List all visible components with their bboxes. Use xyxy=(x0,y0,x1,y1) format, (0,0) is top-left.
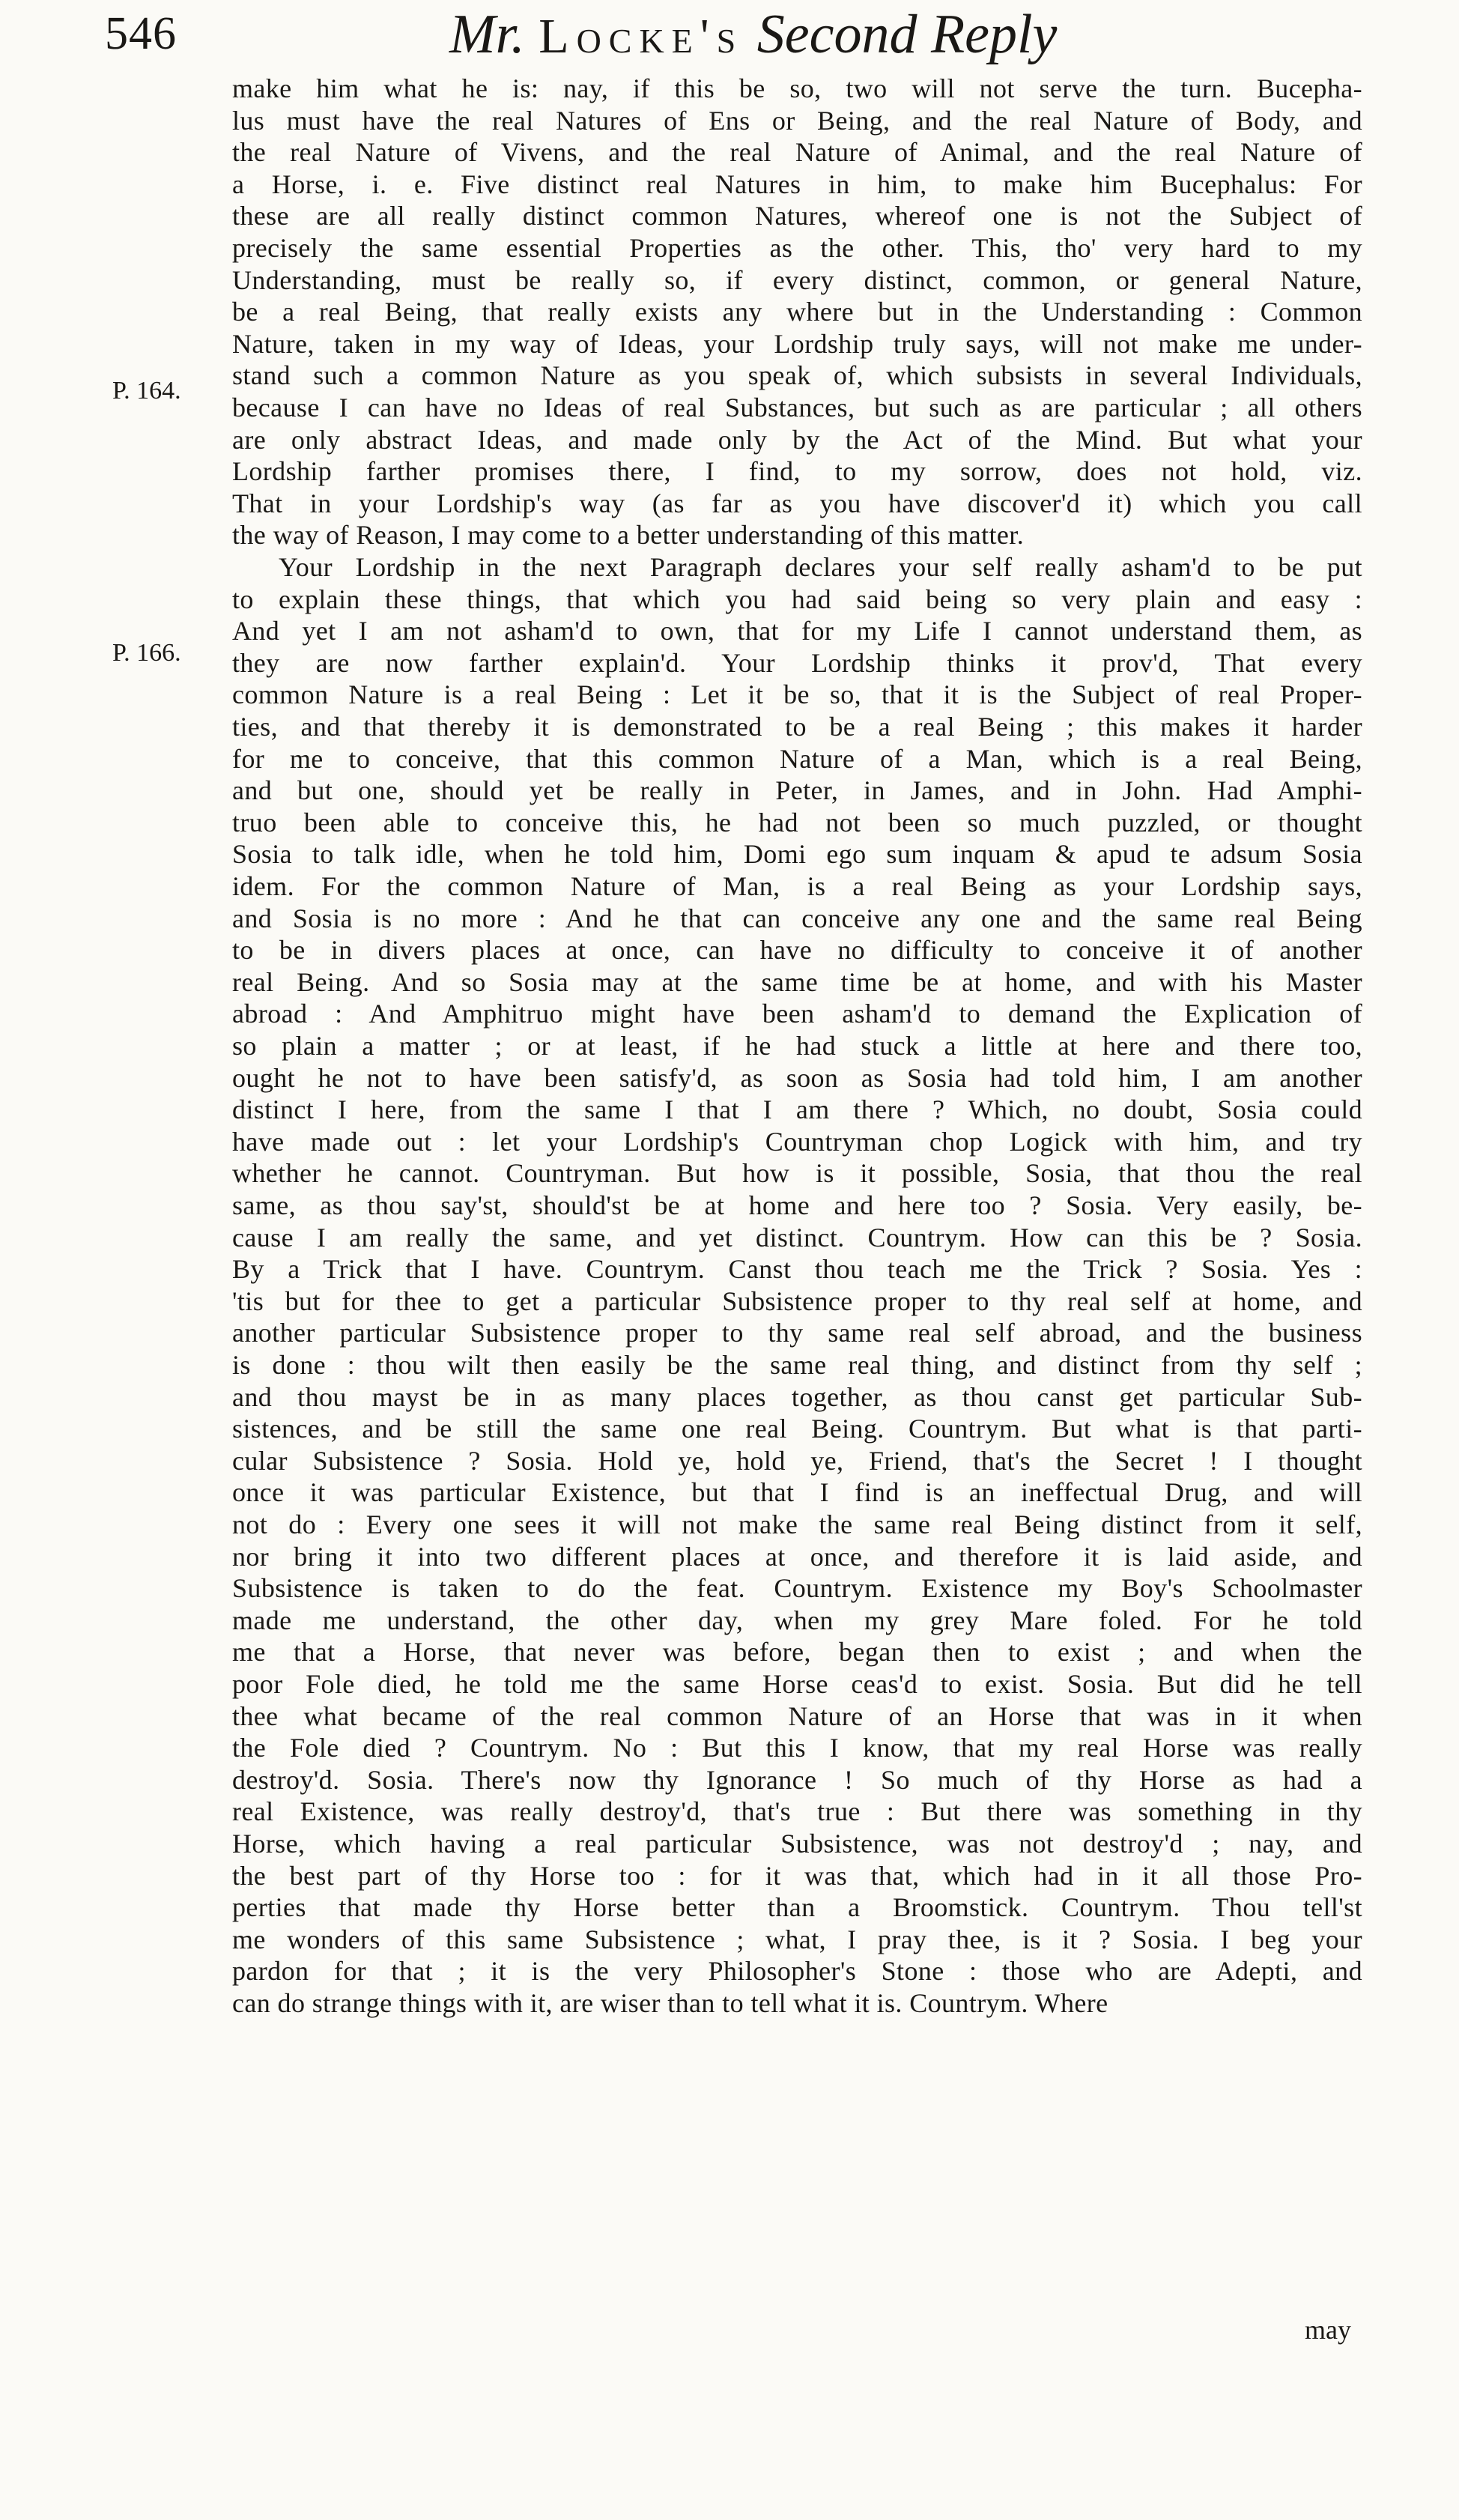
text-line: to be in divers places at once, can have no difficulty to conceive it of another xyxy=(232,935,1362,966)
running-head-name: Locke's xyxy=(539,9,744,64)
text-line: That in your Lordship's way (as far as you have discover'd it) which you call xyxy=(232,488,1362,518)
text-line: Nature, taken in my way of Ideas, your Lordship truly says, will not make me under- xyxy=(232,328,1362,359)
margin-ref-p166: P. 166. xyxy=(112,639,181,667)
text-line: the Fole died ? Countrym. No : But this I know, that my real Horse was really xyxy=(232,1733,1362,1763)
text-line: thee what became of the real common Nature of an Horse that was in it when xyxy=(232,1700,1362,1731)
text-line: abroad : And Amphitruo might have been asham'd to demand the Explication of xyxy=(232,999,1362,1029)
text-line: to explain these things, that which you had said being so very plain and easy : xyxy=(232,584,1362,614)
text-line: a Horse, i. e. Five distinct real Natures in him, to make him Bucephalus: For xyxy=(232,169,1362,199)
text-line: Horse, which having a real particular Subsistence, was not destroy'd ; nay, and xyxy=(232,1829,1362,1859)
text-line: and Sosia is no more : And he that can conceive any one and the same real Being xyxy=(232,903,1362,933)
text-line: whether he cannot. Countryman. But how is it possible, Sosia, that thou the real xyxy=(232,1158,1362,1189)
text-line: the real Nature of Vivens, and the real Nature of Animal, and the real Nature of xyxy=(232,137,1362,168)
text-line: By a Trick that I have. Countrym. Canst thou teach me the Trick ? Sosia. Yes : xyxy=(232,1254,1362,1285)
text-line: not do : Every one sees it will not make the same real Being distinct from it self, xyxy=(232,1509,1362,1539)
text-line: precisely the same essential Properties as the other. This, tho' very hard to my xyxy=(232,233,1362,263)
text-line: and thou mayst be in as many places together, as thou canst get particular Sub- xyxy=(232,1381,1362,1412)
text-line: so plain a matter ; or at least, if he had stuck a little at here and there too, xyxy=(232,1031,1362,1061)
text-line: are only abstract Ideas, and made only by the Act of the Mind. But what your xyxy=(232,424,1362,455)
running-head-prefix: Mr. xyxy=(449,4,539,65)
text-line: destroy'd. Sosia. There's now thy Ignorance ! So much of thy Horse as had a xyxy=(232,1764,1362,1795)
text-line: make him what he is: nay, if this be so, two will not serve the turn. Bucepha- xyxy=(232,73,1362,103)
text-line: Sosia to talk idle, when he told him, Domi ego sum inquam & apud te adsum Sosia xyxy=(232,839,1362,870)
text-line: Lordship farther promises there, I find, to my sorrow, does not hold, viz. xyxy=(232,456,1362,487)
running-head xyxy=(449,0,1057,71)
text-line: cause I am really the same, and yet distinct. Countrym. How can this be ? Sosia. xyxy=(232,1222,1362,1253)
text-line: same, as thou say'st, should'st be at home and here too ? Sosia. Very easily, be- xyxy=(232,1190,1362,1220)
text-line: And yet I am not asham'd to own, that for my Life I cannot understand them, as xyxy=(232,616,1362,646)
text-line: another particular Subsistence proper to thy same real self abroad, and the business xyxy=(232,1318,1362,1348)
text-line: have made out : let your Lordship's Countryman chop Logick with him, and try xyxy=(232,1126,1362,1157)
text-line: lus must have the real Natures of Ens or Being, and the real Nature of Body, and xyxy=(232,105,1362,136)
text-line: truo been able to conceive this, he had not been so much puzzled, or thought xyxy=(232,807,1362,838)
text-line: for me to conceive, that this common Nature of a Man, which is a real Being, xyxy=(232,743,1362,774)
text-line: ties, and that thereby it is demonstrated to be a real Being ; this makes it harder xyxy=(232,712,1362,742)
text-line: poor Fole died, he told me the same Horse ceas'd to exist. Sosia. But did he tell xyxy=(232,1669,1362,1699)
text-line: real Existence, was really destroy'd, that's true : But there was something in thy xyxy=(232,1796,1362,1827)
text-line: Your Lordship in the next Paragraph declares your self really asham'd to be put xyxy=(279,552,1362,582)
text-line: because I can have no Ideas of real Substances, but such as are particular ; all others xyxy=(232,393,1362,422)
text-line: made me understand, the other day, when my grey Mare foled. For he told xyxy=(232,1605,1362,1635)
text-line: real Being. And so Sosia may at the same time be at home, and with his Master xyxy=(232,966,1362,997)
text-line: can do strange things with it, are wiser than to tell what it is. Countrym. Where xyxy=(232,1988,1108,2018)
text-line: ought he not to have been satisfy'd, as soon as Sosia had told him, I am another xyxy=(232,1062,1362,1093)
text-line: Subsistence is taken to do the feat. Countrym. Existence my Boy's Schoolmaster xyxy=(232,1573,1362,1604)
text-line: perties that made thy Horse better than a Broomstick. Countrym. Thou tell'st xyxy=(232,1892,1362,1923)
text-line: the best part of thy Horse too : for it was that, which had in it all those Pro- xyxy=(232,1860,1362,1891)
text-line: and but one, should yet be really in Peter, in James, and in John. Had Amphi- xyxy=(232,775,1362,806)
running-head-suffix: Second Reply xyxy=(743,4,1058,65)
text-line: cular Subsistence ? Sosia. Hold ye, hold ye, Friend, that's the Secret ! I thought xyxy=(232,1445,1362,1476)
text-line: be a real Being, that really exists any where but in the Understanding : Common xyxy=(232,297,1362,327)
page-number: 546 xyxy=(105,8,177,59)
text-line: idem. For the common Nature of Man, is a real Being as your Lordship says, xyxy=(232,871,1362,901)
text-line: sistences, and be still the same one real Being. Countrym. But what is that parti- xyxy=(232,1414,1362,1444)
text-line: distinct I here, from the same I that I am there ? Which, no doubt, Sosia could xyxy=(232,1094,1362,1125)
margin-ref-p164: P. 164. xyxy=(112,377,181,405)
text-line: these are all really distinct common Natures, whereof one is not the Subject of xyxy=(232,201,1362,231)
text-line: stand such a common Nature as you speak of, which subsists in several Individuals, xyxy=(232,360,1362,391)
text-line: me that a Horse, that never was before, began then to exist ; and when the xyxy=(232,1637,1362,1668)
text-line: 'tis but for thee to get a particular Subsistence proper to thy real self at home, and xyxy=(232,1285,1362,1316)
text-line: nor bring it into two different places at once, and therefore it is laid aside, and xyxy=(232,1541,1362,1572)
text-line: they are now farther explain'd. Your Lordship thinks it prov'd, That every xyxy=(232,647,1362,678)
text-line: the way of Reason, I may come to a better understanding of this matter. xyxy=(232,520,1025,551)
catchword: may xyxy=(1305,2315,1351,2345)
text-line: is done : thou wilt then easily be the same real thing, and distinct from thy self ; xyxy=(232,1350,1362,1380)
text-line: Understanding, must be really so, if every distinct, common, or general Nature, xyxy=(232,264,1362,295)
text-line: common Nature is a real Being : Let it be so, that it is the Subject of real Proper- xyxy=(232,679,1362,710)
text-line: me wonders of this same Subsistence ; what, I pray thee, is it ? Sosia. I beg your xyxy=(232,1924,1362,1954)
text-line: once it was particular Existence, but that I find is an ineffectual Drug, and will xyxy=(232,1477,1362,1508)
text-line: pardon for that ; it is the very Philosopher's Stone : those who are Adepti, and xyxy=(232,1956,1362,1987)
